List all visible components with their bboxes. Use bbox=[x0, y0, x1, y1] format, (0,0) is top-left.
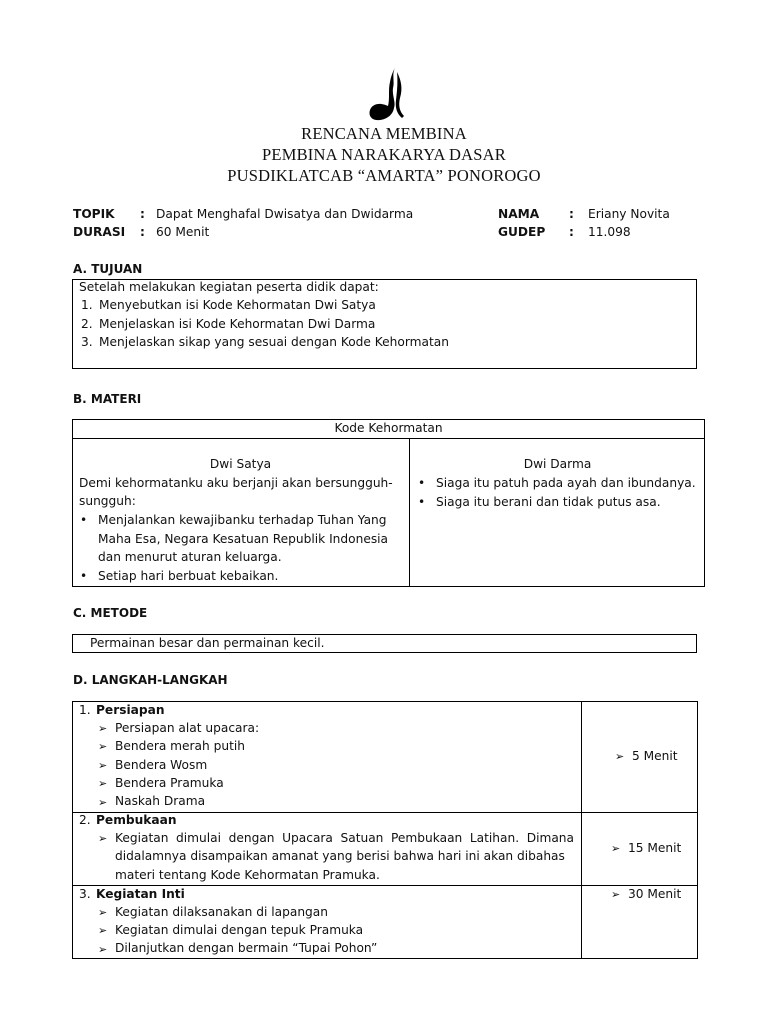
durasi-colon: : bbox=[140, 225, 145, 239]
topik-label: TOPIK bbox=[73, 207, 115, 221]
step-1-item-5: Naskah Drama bbox=[115, 794, 206, 808]
arrow-bullet-icon: ➢ bbox=[611, 888, 621, 901]
tujuan-item-3: Menjelaskan sikap yang sesuai dengan Kode Kehormatan bbox=[99, 335, 449, 349]
dwi-darma-point-1: Siaga itu patuh pada ayah dan ibundanya. bbox=[436, 476, 696, 490]
dwi-darma-point-2: Siaga itu berani dan tidak putus asa. bbox=[436, 495, 661, 509]
step-3-item-2: Kegiatan dimulai dengan tepuk Pramuka bbox=[115, 923, 364, 937]
dwi-satya-point-2: Setiap hari berbuat kebaikan. bbox=[98, 569, 279, 583]
tujuan-item-1: Menyebutkan isi Kode Kehormatan Dwi Satya bbox=[99, 298, 376, 312]
dwi-satya-point-1-b: Maha Esa, Negara Kesatuan Republik Indonesia bbox=[98, 532, 389, 546]
arrow-bullet-icon: ➢ bbox=[98, 740, 108, 753]
dwi-satya-point-1-c: dan menurut aturan keluarga. bbox=[98, 550, 282, 564]
step-3-time: 30 Menit bbox=[628, 887, 682, 901]
tunas-kelapa-logo bbox=[366, 64, 406, 122]
step-1-item-3: Bendera Wosm bbox=[115, 758, 208, 772]
nama-value: Eriany Novita bbox=[588, 207, 670, 221]
metode-heading: C. METODE bbox=[73, 606, 148, 620]
langkah-heading: D. LANGKAH-LANGKAH bbox=[73, 673, 228, 687]
step-3-number: 3. bbox=[79, 887, 91, 901]
tujuan-heading: A. TUJUAN bbox=[73, 262, 143, 276]
metode-text: Permainan besar dan permainan kecil. bbox=[90, 636, 325, 650]
tujuan-num-2: 2. bbox=[81, 317, 93, 331]
arrow-bullet-icon: ➢ bbox=[98, 777, 108, 790]
step-1-item-4: Bendera Pramuka bbox=[115, 776, 224, 790]
arrow-bullet-icon: ➢ bbox=[98, 796, 108, 809]
dwi-satya-intro-2: sungguh: bbox=[79, 494, 136, 508]
dwi-satya-title: Dwi Satya bbox=[209, 457, 272, 471]
arrow-bullet-icon: ➢ bbox=[98, 832, 108, 845]
step-3-item-3: Dilanjutkan dengan bermain “Tupai Pohon” bbox=[115, 941, 378, 955]
topik-value: Dapat Menghafal Dwisatya dan Dwidarma bbox=[156, 207, 414, 221]
dwi-darma-title: Dwi Darma bbox=[523, 457, 592, 471]
arrow-bullet-icon: ➢ bbox=[611, 842, 621, 855]
arrow-bullet-icon: ➢ bbox=[98, 722, 108, 735]
step-1-item-1: Persiapan alat upacara: bbox=[115, 721, 260, 735]
bullet-icon: • bbox=[80, 513, 88, 527]
step-2-line-1: Kegiatan dimulai dengan Upacara Satuan Pembukaan Latihan. Dimana bbox=[115, 831, 574, 845]
arrow-bullet-icon: ➢ bbox=[615, 750, 625, 763]
gudep-colon: : bbox=[569, 225, 574, 239]
title-line-1: RENCANA MEMBINA bbox=[301, 124, 467, 143]
materi-heading: B. MATERI bbox=[73, 392, 142, 406]
arrow-bullet-icon: ➢ bbox=[98, 943, 108, 956]
step-1-number: 1. bbox=[79, 703, 91, 717]
materi-table-divider bbox=[72, 438, 705, 439]
bullet-icon: • bbox=[80, 569, 88, 583]
tujuan-num-3: 3. bbox=[81, 335, 93, 349]
title-line-3: PUSDIKLATCAB “AMARTA” PONOROGO bbox=[227, 166, 541, 185]
nama-colon: : bbox=[569, 207, 574, 221]
topik-colon: : bbox=[140, 207, 145, 221]
tujuan-num-1: 1. bbox=[81, 298, 93, 312]
bullet-icon: • bbox=[418, 476, 426, 490]
step-2-title: Pembukaan bbox=[96, 813, 177, 827]
step-3-title: Kegiatan Inti bbox=[96, 887, 185, 901]
dwi-satya-intro-1: Demi kehormatanku aku berjanji akan bersungguh- bbox=[79, 476, 393, 490]
langkah-column-divider bbox=[581, 701, 582, 959]
tujuan-item-2: Menjelaskan isi Kode Kehormatan Dwi Darma bbox=[99, 317, 376, 331]
step-2-line-3: materi tentang Kode Kehormatan Pramuka. bbox=[115, 868, 380, 882]
step-2-time: 15 Menit bbox=[628, 841, 682, 855]
bullet-icon: • bbox=[418, 495, 426, 509]
nama-label: NAMA bbox=[498, 207, 540, 221]
title-line-2: PEMBINA NARAKARYA DASAR bbox=[262, 145, 506, 164]
step-2-number: 2. bbox=[79, 813, 91, 827]
durasi-value: 60 Menit bbox=[156, 225, 210, 239]
gudep-label: GUDEP bbox=[498, 225, 546, 239]
langkah-row-divider-2 bbox=[72, 885, 698, 886]
dwi-satya-point-1-a: Menjalankan kewajibanku terhadap Tuhan Yang bbox=[98, 513, 387, 527]
arrow-bullet-icon: ➢ bbox=[98, 759, 108, 772]
step-3-item-1: Kegiatan dilaksanakan di lapangan bbox=[115, 905, 328, 919]
step-1-time: 5 Menit bbox=[632, 749, 678, 763]
durasi-label: DURASI bbox=[73, 225, 126, 239]
materi-table-title: Kode Kehormatan bbox=[334, 421, 443, 435]
tujuan-intro: Setelah melakukan kegiatan peserta didik dapat: bbox=[79, 280, 379, 294]
gudep-value: 11.098 bbox=[588, 225, 631, 239]
step-1-title: Persiapan bbox=[96, 703, 165, 717]
arrow-bullet-icon: ➢ bbox=[98, 924, 108, 937]
arrow-bullet-icon: ➢ bbox=[98, 906, 108, 919]
step-2-line-2: didalamnya disampaikan amanat yang berisi bahwa hari ini akan dibahas bbox=[115, 849, 565, 863]
step-1-item-2: Bendera merah putih bbox=[115, 739, 245, 753]
